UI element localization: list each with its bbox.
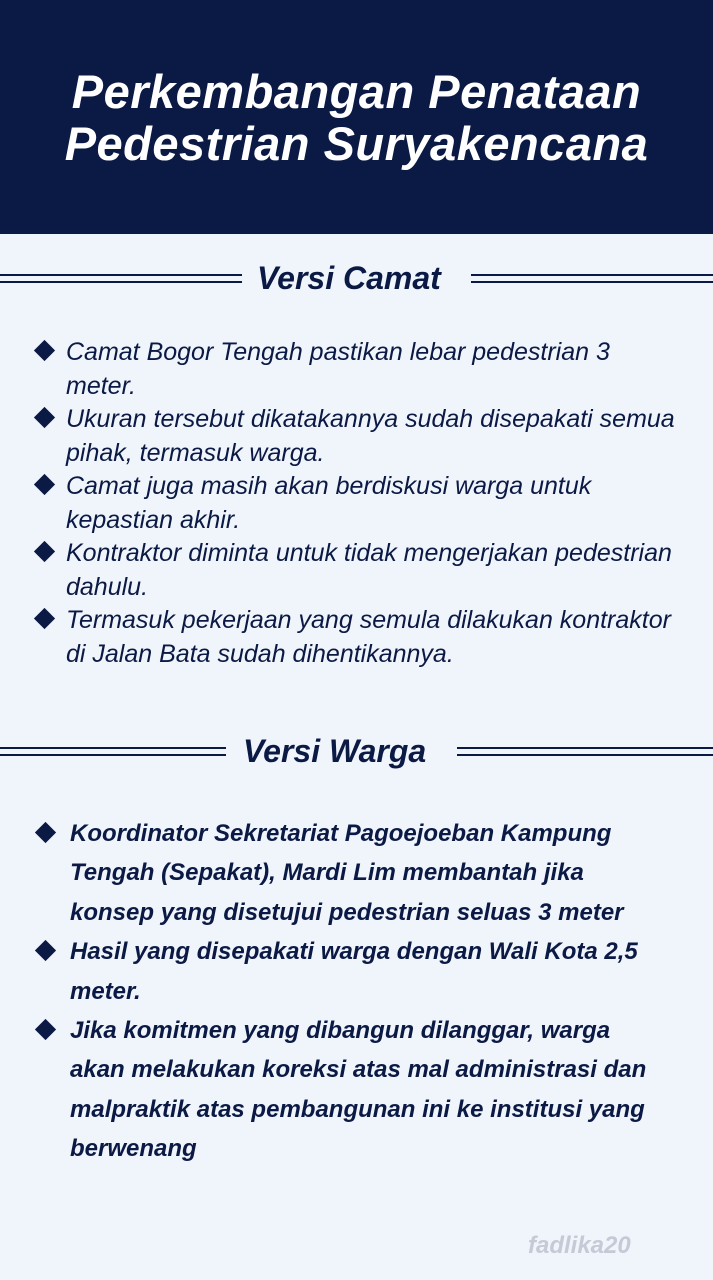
section-title-warga: Versi Warga (243, 733, 427, 769)
list-item: Kontraktor diminta untuk tidak mengerjakan pedestrian dahulu. (66, 537, 686, 604)
diamond-bullet-icon (34, 407, 55, 428)
title-line-1: Perkembangan Penataan (71, 65, 642, 118)
diamond-bullet-icon (34, 608, 55, 629)
diamond-bullet-icon (35, 940, 56, 961)
section-title-camat: Versi Camat (257, 260, 441, 296)
divider-left (0, 747, 226, 756)
page-title (0, 66, 713, 170)
header-banner (0, 0, 713, 234)
diamond-bullet-icon (34, 541, 55, 562)
list-item: Jika komitmen yang dibangun dilanggar, warga akan melakukan koreksi atas mal administrasi dan malpraktik atas pembangunan ini ke institusi yang berwenang (70, 1011, 670, 1169)
divider-left (0, 274, 242, 283)
divider-right (457, 747, 713, 756)
list-item: Camat juga masih akan berdiskusi warga untuk kepastian akhir. (66, 470, 686, 537)
diamond-bullet-icon (34, 340, 55, 361)
title-line-2: Pedestrian Suryakencana (64, 117, 649, 170)
watermark: fadlika20 (528, 1232, 631, 1259)
diamond-bullet-icon (35, 822, 56, 843)
list-item: Ukuran tersebut dikatakannya sudah disepakati semua pihak, termasuk warga. (66, 403, 686, 470)
camat-bullet-list (66, 336, 686, 671)
section-header-camat (0, 259, 713, 299)
list-item: Koordinator Sekretariat Pagoejoeban Kampung Tengah (Sepakat), Mardi Lim membantah jika konsep yang disetujui pedestrian seluas 3 meter (70, 814, 670, 932)
diamond-bullet-icon (34, 474, 55, 495)
list-item: Hasil yang disepakati warga dengan Wali Kota 2,5 meter. (70, 932, 670, 1011)
divider-right (471, 274, 713, 283)
list-item: Termasuk pekerjaan yang semula dilakukan kontraktor di Jalan Bata sudah dihentikannya. (66, 604, 686, 671)
list-item: Camat Bogor Tengah pastikan lebar pedestrian 3 meter. (66, 336, 686, 403)
section-header-warga (0, 732, 713, 772)
diamond-bullet-icon (35, 1019, 56, 1040)
warga-bullet-list (70, 814, 670, 1169)
